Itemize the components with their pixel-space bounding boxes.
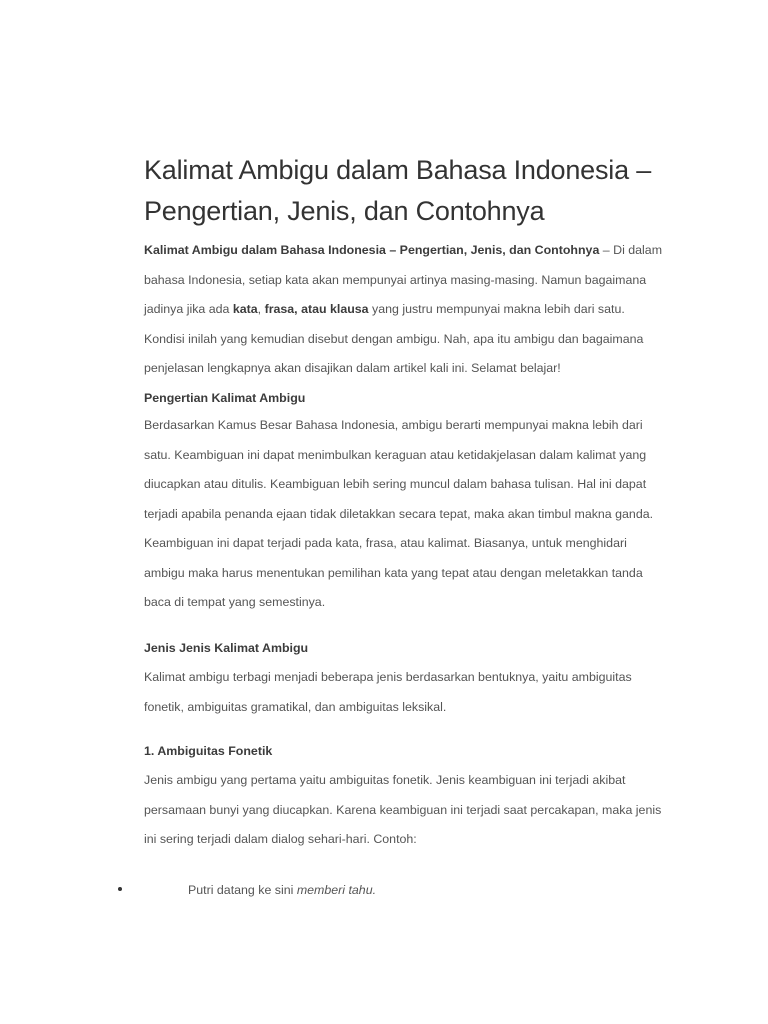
section-body-pengertian: Berdasarkan Kamus Besar Bahasa Indonesia, ambigu berarti mempunyai makna lebih dari satu. Keambiguan ini dapat menimbulkan keraguan atau ketidakjelasan dalam kalimat yang diucapkan atau ditulis. Keambiguan lebih sering muncul dalam bahasa tulisan. Hal ini dapat terjadi apabila penanda ejaan tidak diletakkan secara tepat, maka akan timbul makna ganda. Keambiguan ini dapat terjadi pada kata, frasa, atau kalimat. Biasanya, untuk menghidari ambigu maka harus menentukan pemilihan kata yang tepat atau dengan meletakkan tanda baca di tempat yang semestinya. [144, 418, 654, 609]
bullet-icon [118, 887, 122, 891]
intro-bold-lead: Kalimat Ambigu dalam Bahasa Indonesia – Pengertian, Jenis, dan Contohnya [144, 243, 600, 257]
article-title: Kalimat Ambigu dalam Bahasa Indonesia – Pengertian, Jenis, dan Contohnya [144, 155, 652, 226]
example-list-item [188, 880, 376, 900]
example-italic: memberi tahu. [296, 883, 377, 897]
section-body-fonetik: Jenis ambigu yang pertama yaitu ambiguitas fonetik. Jenis keambiguan ini terjadi akibat persamaan bunyi yang diucapkan. Karena keambiguan ini terjadi saat percakapan, maka jenis ini sering terjadi dalam dialog sehari-hari. Contoh: [144, 773, 662, 846]
intro-paragraph [144, 236, 664, 384]
intro-rest: yang justru mempunyai makna lebih dari satu. Kondisi inilah yang kemudian disebut dengan ambigu. Nah, apa itu ambigu dan bagaimana penjelasan lengkapnya akan disajikan dalam artikel kali ini. Selamat belajar! [144, 302, 644, 375]
example-text: Putri datang ke sini [188, 883, 297, 897]
section-heading-pengertian: Pengertian Kalimat Ambigu [144, 391, 306, 405]
intro-text: – Di dalam bahasa Indonesia, setiap kata akan mempunyai artinya masing-masing. Namun bagaimana jadinya jika ada [144, 243, 663, 316]
section-body-jenis: Kalimat ambigu terbagi menjadi beberapa jenis berdasarkan bentuknya, yaitu ambiguitas fonetik, ambiguitas gramatikal, dan ambiguitas leksikal. [144, 670, 632, 714]
section-heading-jenis: Jenis Jenis Kalimat Ambigu [144, 641, 309, 655]
intro-bold-frasa: frasa, atau klausa [264, 302, 369, 316]
section-heading-fonetik: 1. Ambiguitas Fonetik [144, 744, 273, 758]
intro-bold-kata: kata [232, 302, 258, 316]
intro-comma: , [257, 302, 265, 316]
